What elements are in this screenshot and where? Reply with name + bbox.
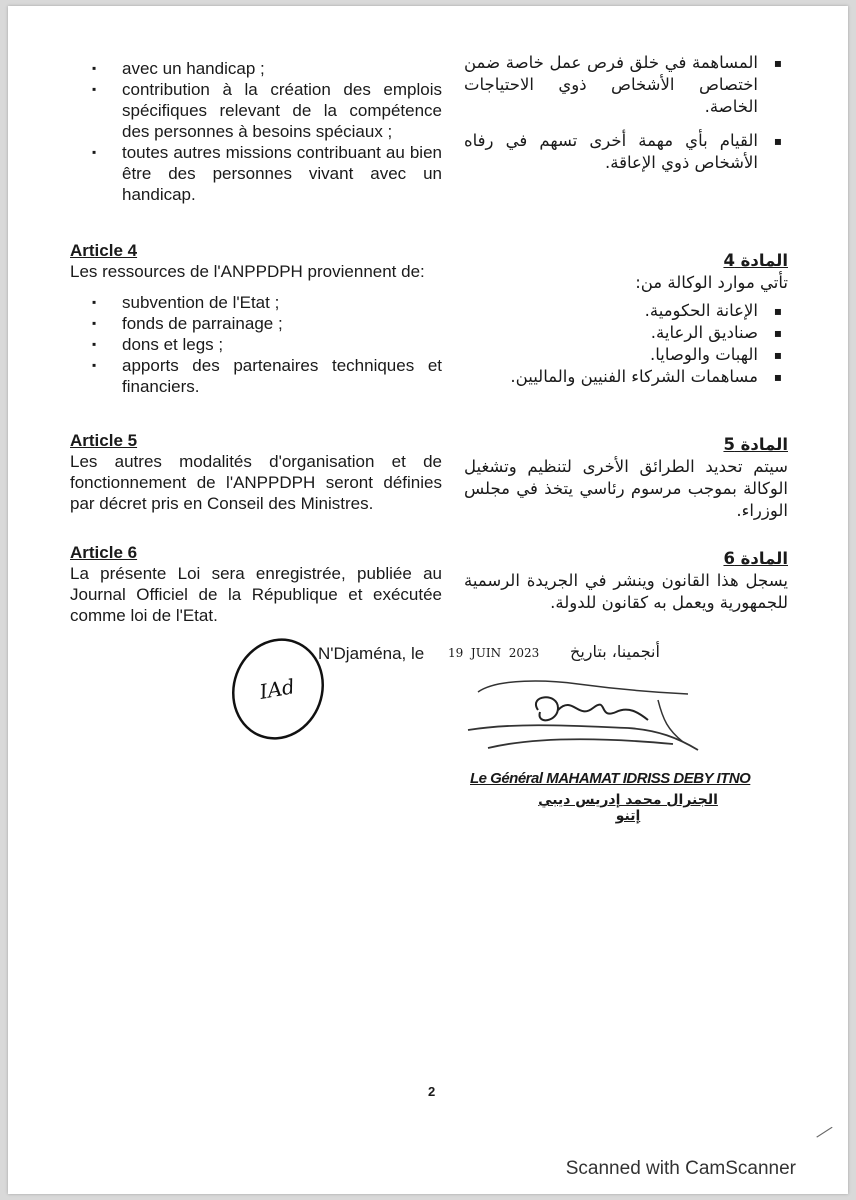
fr-list-item (70, 79, 442, 142)
page-number: 2 (428, 1084, 436, 1099)
ar-list-item: ▪ مساهمات الشركاء الفنيين والماليين. (464, 366, 788, 388)
fr-list-item (70, 58, 442, 79)
fr-list-text: contribution à la création des emplois spécifiques relevant de la compétence des personnes à besoins spéciaux ; (122, 80, 442, 141)
ar-article-6-text: يسجل هذا القانون وينشر في الجريدة الرسمية للجمهورية ويعمل به كقانون للدولة. (464, 571, 788, 612)
initials-stamp-icon (226, 634, 330, 744)
ar-list-item: ▪ المساهمة في خلق فرص عمل خاصة ضمن اختصاص الأشخاص ذوي الاحتياجات الخاصة. (464, 52, 788, 118)
ar-list-item: ▪ الهبات والوصايا. (464, 344, 788, 366)
fr-place-date: N'Djaména, le (318, 644, 425, 663)
ar-list-item: ▪ صناديق الرعاية. (464, 322, 788, 344)
fr-article-4-intro: Les ressources de l'ANPPDPH proviennent de: (70, 262, 425, 281)
ar-article-6-heading: المادة 6 (723, 549, 788, 568)
fr-article-6 (70, 542, 442, 626)
fr-article-5-text: Les autres modalités d'organisation et de fonctionnement de l'ANPPDPH seront définies par décret pris en Conseil des Ministres. (70, 452, 442, 513)
ar-article-5-heading: المادة 5 (723, 435, 788, 454)
signature-icon (458, 670, 708, 770)
fr-article-5-heading: Article 5 (70, 431, 138, 450)
document-page (8, 6, 848, 1194)
fr-list-text: avec un handicap ; (122, 59, 265, 78)
ar-article-5 (464, 434, 788, 522)
signatory-name-fr: Le Général MAHAMAT IDRISS DEBY ITNO (470, 770, 751, 787)
ar-article-4 (464, 250, 788, 388)
ar-article-4-heading: المادة 4 (723, 251, 788, 270)
scanner-watermark: Scanned with CamScanner (565, 1158, 796, 1179)
fr-article-4-list (70, 292, 442, 397)
fr-article-6-text: La présente Loi sera enregistrée, publiée au Journal Officiel de la République et exécutée comme loi de l'Etat. (70, 564, 442, 625)
fr-list-item: ▪ dons et legs ; (70, 334, 442, 355)
fr-article-4-heading: Article 4 (70, 241, 138, 260)
fr-list-item: ▪ subvention de l'Etat ; (70, 292, 442, 313)
ar-place-date: أنجمينا، بتاريخ (570, 642, 660, 661)
fr-list-text: toutes autres missions contribuant au bien être des personnes vivant avec un handicap. (122, 143, 442, 204)
ar-article-5-text: سيتم تحديد الطرائق الأخرى لتنظيم وتشغيل الوكالة بموجب مرسوم رئاسي يتخذ في مجلس الوزراء. (464, 457, 788, 520)
fr-list-item: ▪ apports des partenaires techniques et financiers. (70, 355, 442, 397)
ar-article-4-intro: تأتي موارد الوكالة من: (635, 273, 788, 292)
fr-article-4 (70, 240, 442, 397)
fr-article-5 (70, 430, 442, 514)
ar-list-item: ▪ القيام بأي مهمة أخرى تسهم في رفاه الأشخاص ذوي الإعاقة. (464, 130, 788, 174)
fr-list-continued (70, 58, 442, 205)
fr-article-6-heading: Article 6 (70, 543, 138, 562)
signatory-name-ar: الجنرال محمد إدريس ديبي إتنو (538, 792, 718, 824)
stray-mark: ╱ (816, 1123, 833, 1142)
ar-article-4-list (464, 300, 788, 388)
fr-list-item: ▪ fonds de parrainage ; (70, 313, 442, 334)
ar-list-continued (464, 52, 788, 174)
ar-list-item: ▪ الإعانة الحكومية. (464, 300, 788, 322)
date-stamp: 19 JUIN 2023 (448, 646, 540, 660)
ar-article-6 (464, 548, 788, 614)
fr-list-item (70, 142, 442, 205)
svg-text:IAd: IAd (257, 674, 297, 704)
